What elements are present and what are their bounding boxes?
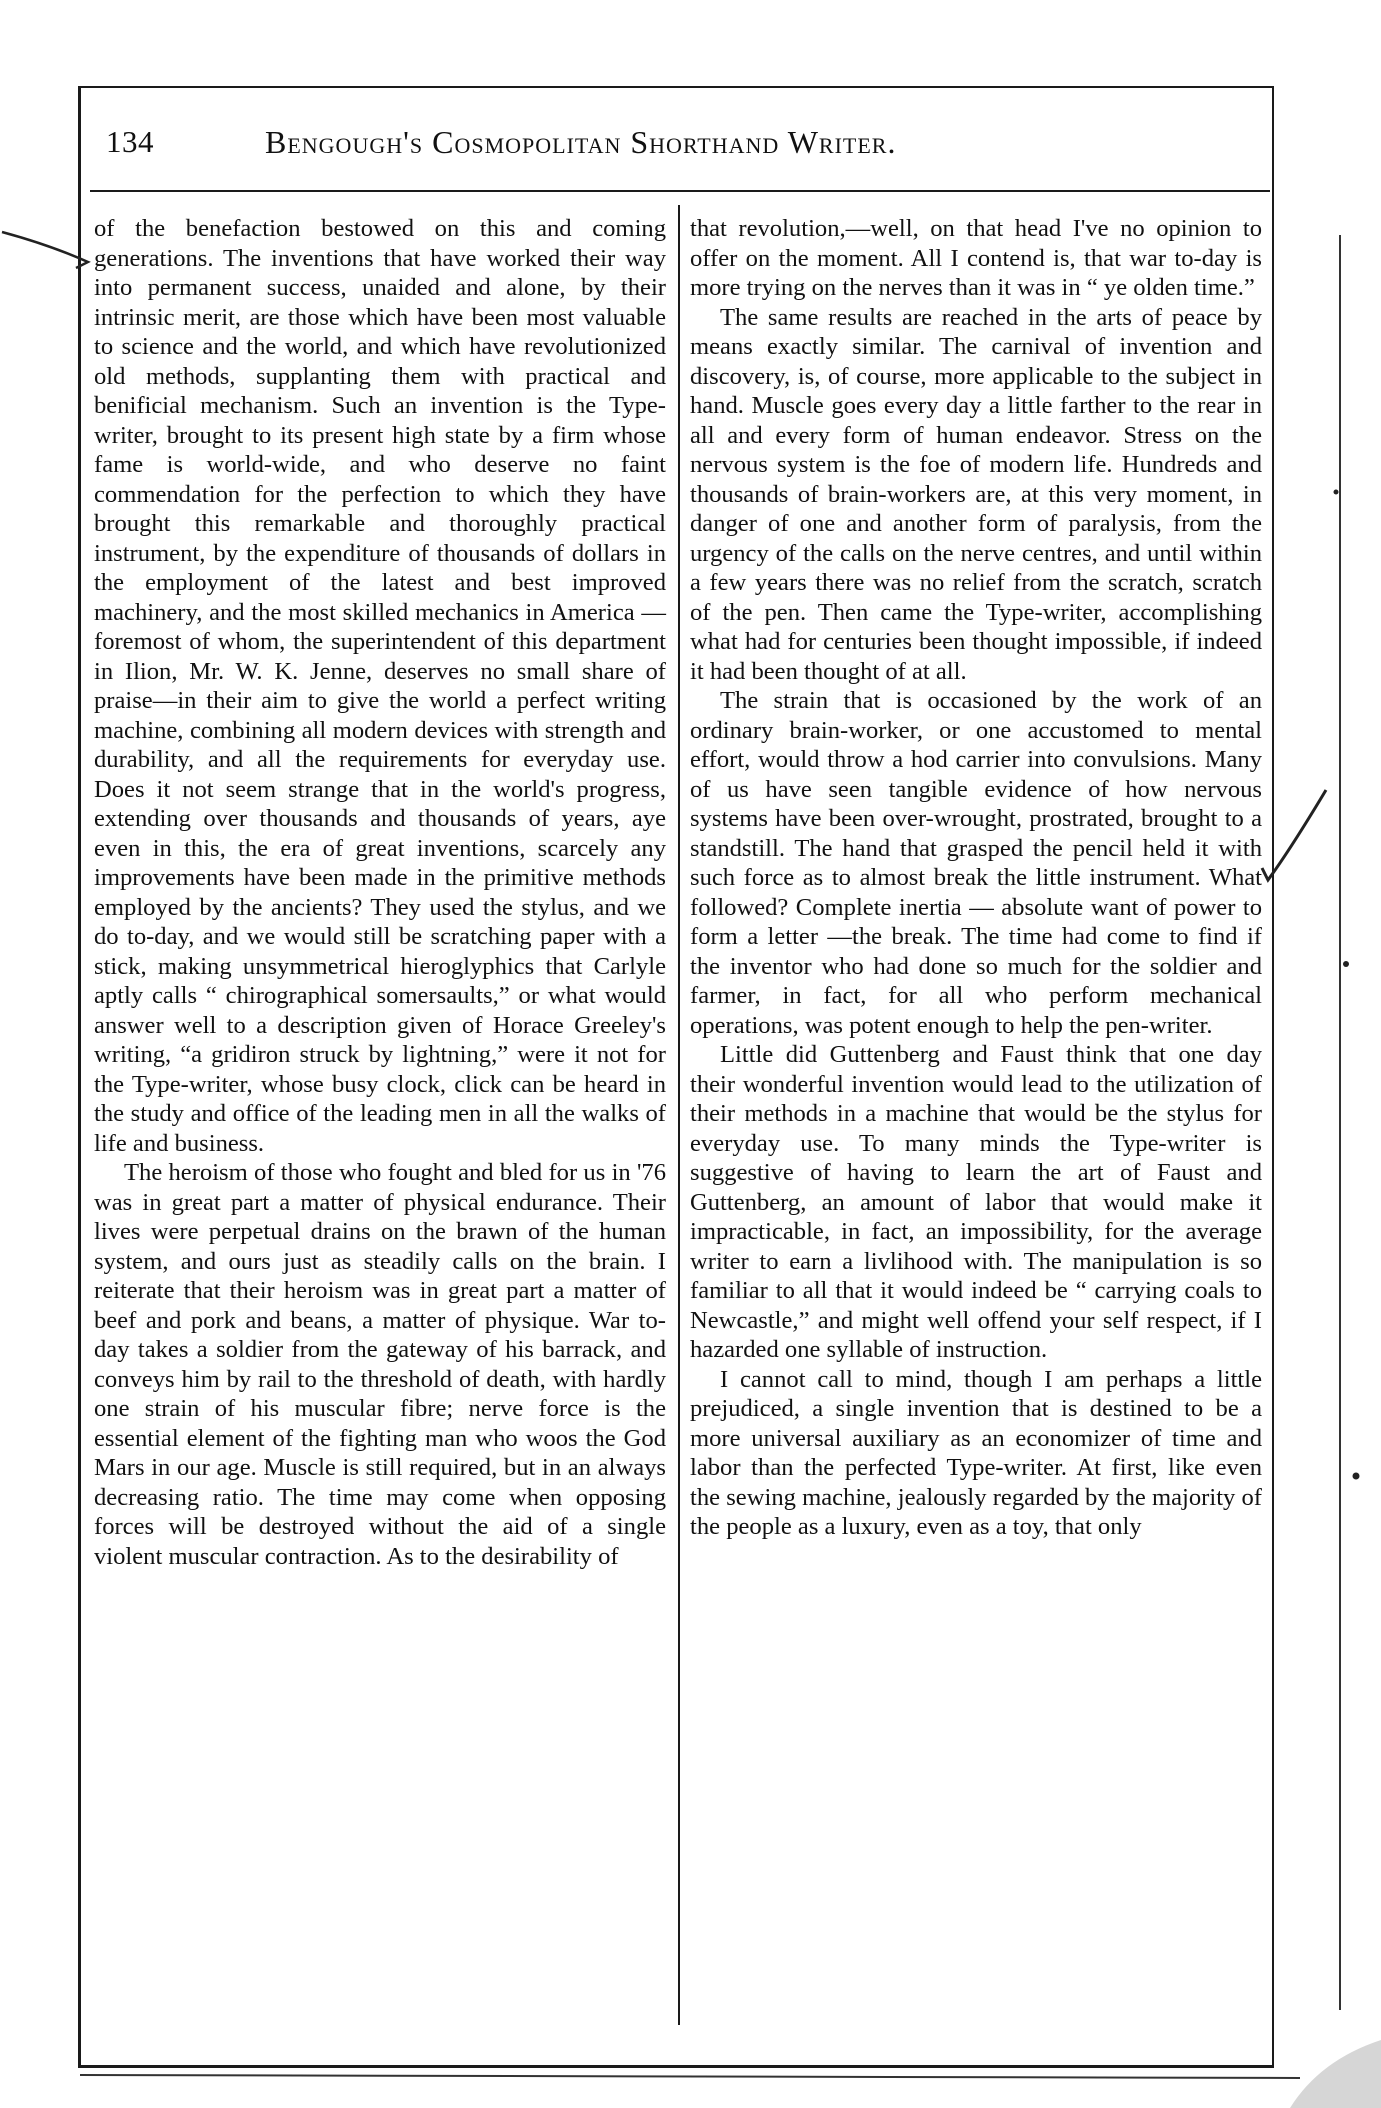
paragraph: Little did Guttenberg and Faust think that one day their wonderful invention would lead to the utilization of their methods in a machine that would be the stylus for everyday use. To many minds the Type-writer is suggestive of having to learn the art of Faust and Guttenberg, an amount of labor that would make it impracticable, in fact, an impossibility, for the average writer to earn a livlihood with. The manipulation is so familiar to all that it would indeed be “ carrying coals to Newcastle,” and might well offend your self respect, if I hazarded one syllable of instruction. [690,1041,1262,1363]
paragraph: that revolution,—well, on that head I've no opinion to offer on the moment. All I contend is, that war to-day is more trying on the nerves than it was in “ ye olden time.” [690,215,1262,301]
paragraph: The strain that is occasioned by the work of an ordinary brain-worker, or one accustomed to mental effort, would throw a hod carrier into convulsions. Many of us have seen tangible evidence of how nervous systems have been over-wrought, prostrated, brought to a standstill. The hand that grasped the pencil held it with such force as to almost break the little instrument. What followed? Complete inertia — absolute want of power to form a letter —the break. The time had come to find if the inventor who had done so much for the soldier and farmer, in fact, for all who perform mechanical operations, was potent enough to help the pen-writer. [690,687,1262,1039]
speck-mark [1343,961,1349,967]
paragraph: I cannot call to mind, though I am perhaps a little prejudiced, a single invention that is destined to be a more universal auxiliary as an economizer of time and labor than the perfected Type-writer. At first, like even the sewing machine, jealously regarded by the majority of the people as a luxury, even as a toy, that only [690,1365,1262,1540]
page-number: 134 [106,124,154,159]
left-margin-pencil-mark [2,232,88,268]
left-column [94,214,666,1571]
torn-corner-shadow [1290,2040,1381,2108]
speck-mark [1334,490,1339,495]
speck-mark [1353,1473,1360,1480]
paragraph: The same results are reached in the arts of peace by means exactly similar. The carnival of invention and discovery, is, of course, more applicable to the subject in hand. Muscle goes every day a little farther to the rear in all and every form of human endeavor. Stress on the nervous system is the foe of modern life. Hundreds and thousands of brain-workers are, at this very moment, in danger of one and another form of paralysis, from the urgency of the calls on the nerve centres, and until within a few years there was no relief from the scratch, scratch of the pen. Then came the Type-writer, accomplishing what had for centuries been thought impossible, if indeed it had been thought of at all. [690,303,1262,685]
right-column [690,214,1262,1542]
paragraph: The heroism of those who fought and bled for us in '76 was in great part a matter of physical endurance. Their lives were perpetual drains on the brawn of the human system, and ours just as steadily calls on the brain. I reiterate that their heroism was in great part a matter of beef and pork and beans, a matter of physique. War to-day takes a soldier from the gateway of his barrack, and conveys him by rail to the threshold of death, with hardly one strain of his muscular fibre; nerve force is the essential element of the fighting man who woos the God Mars in our age. Muscle is still required, but in an always decreasing ratio. The time may come when opposing forces will be destroyed without the aid of a single violent muscular contraction. As to the desirability of [94,1159,666,1570]
bottom-edge-line [80,2075,1300,2078]
running-title: Bengough's Cosmopolitan Shorthand Writer. [265,124,897,160]
column-divider [678,205,680,2025]
page-header [100,118,1260,168]
header-rule [90,190,1270,192]
paragraph: of the benefaction bestowed on this and coming generations. The inventions that have worked their way into permanent success, unaided and alone, by their intrinsic merit, are those which have been most valuable to science and the world, and which have revolutionized old methods, supplanting them with practical and benificial mechanism. Such an invention is the Type-writer, brought to its present high state by a firm whose fame is world-wide, and who deserve no faint commendation for the perfection to which they have brought this remarkable and thoroughly practical instrument, by the expenditure of thousands of dollars in the employment of the latest and best improved machinery, and the most skilled mechanics in America —foremost of whom, the superintendent of this department in Ilion, Mr. W. K. Jenne, deserves no small share of praise—in their aim to give the world a perfect writing machine, combining all modern devices with strength and durability, and all the requirements for everyday use. Does it not seem strange that in the world's progress, extending over thousands and thousands of years, aye even in this, the era of great inventions, scarcely any improvements have been made in the primitive methods employed by the ancients? They used the stylus, and we do to-day, and we would still be scratching paper with a stick, making unsymmetrical hieroglyphics that Carlyle aptly calls “ chirographical somersaults,” or what would answer well to a description given of Horace Greeley's writing, “a gridiron struck by lightning,” were it not for the Type-writer, whose busy clock, click can be heard in the study and office of the leading men in all the walks of life and business. [94,215,666,1157]
